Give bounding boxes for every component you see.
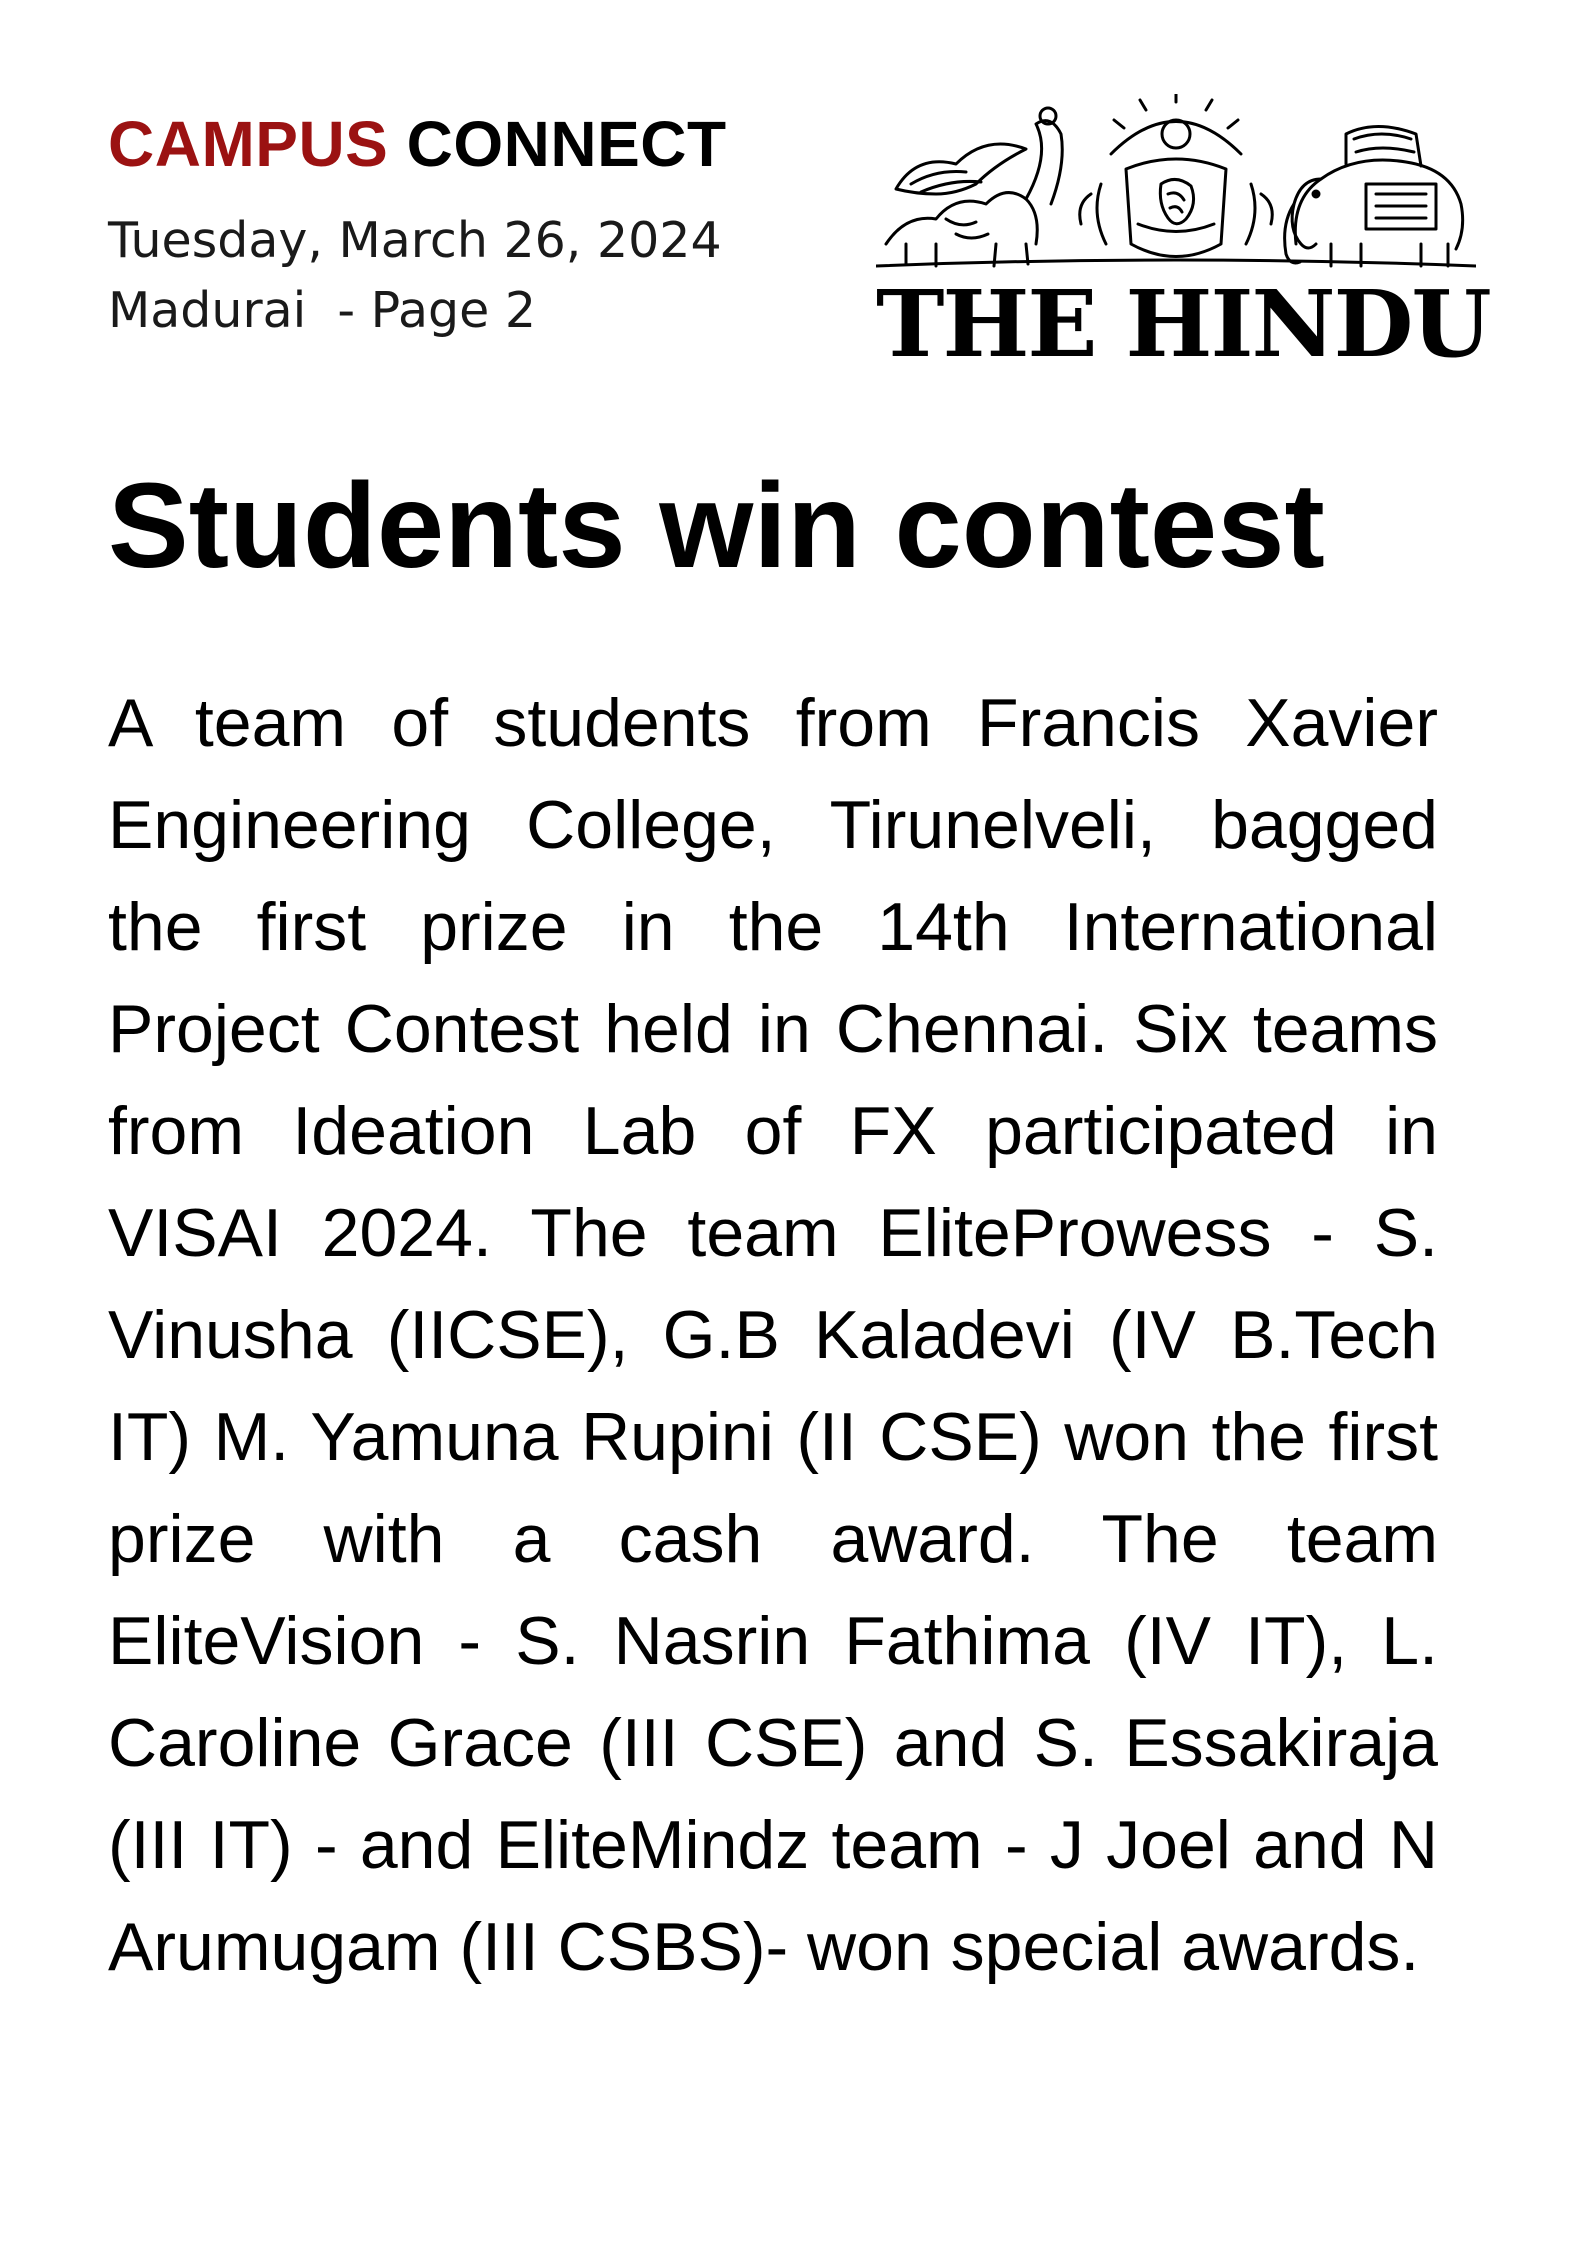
masthead [876,94,1490,378]
masthead-title: THE HINDU [876,270,1490,378]
section-title [108,102,808,186]
publication-date: Tuesday, March 26, 2024 [108,212,722,269]
article-headline: Students win contest [108,457,1325,593]
section-title-connect: CONNECT [406,108,727,180]
article-body: A team of students from Francis Xavier Engineering College, Tirunelveli, bagged the first prize in the 14th International Project Contest held in Chennai. Six teams from Ideation Lab of FX participated in VISAI 2024. The team EliteProwess - S. Vinusha (IICSE), G.B Kaladevi (IV B.Tech IT) M. Yamuna Rupini (II CSE) won the first prize with a cash award. The team EliteVision - S. Nasrin Fathima (IV IT), L. Caroline Grace (III CSE) and S. Essakiraja (III IT) - and EliteMindz team - J Joel and N Arumugam (III CSBS)- won special awards. [108,685,1438,1985]
the-hindu-emblem-icon [876,94,1476,272]
section-title-campus: CAMPUS [108,108,389,180]
edition-page: Madurai - Page 2 [108,282,537,339]
section-header [108,102,808,346]
